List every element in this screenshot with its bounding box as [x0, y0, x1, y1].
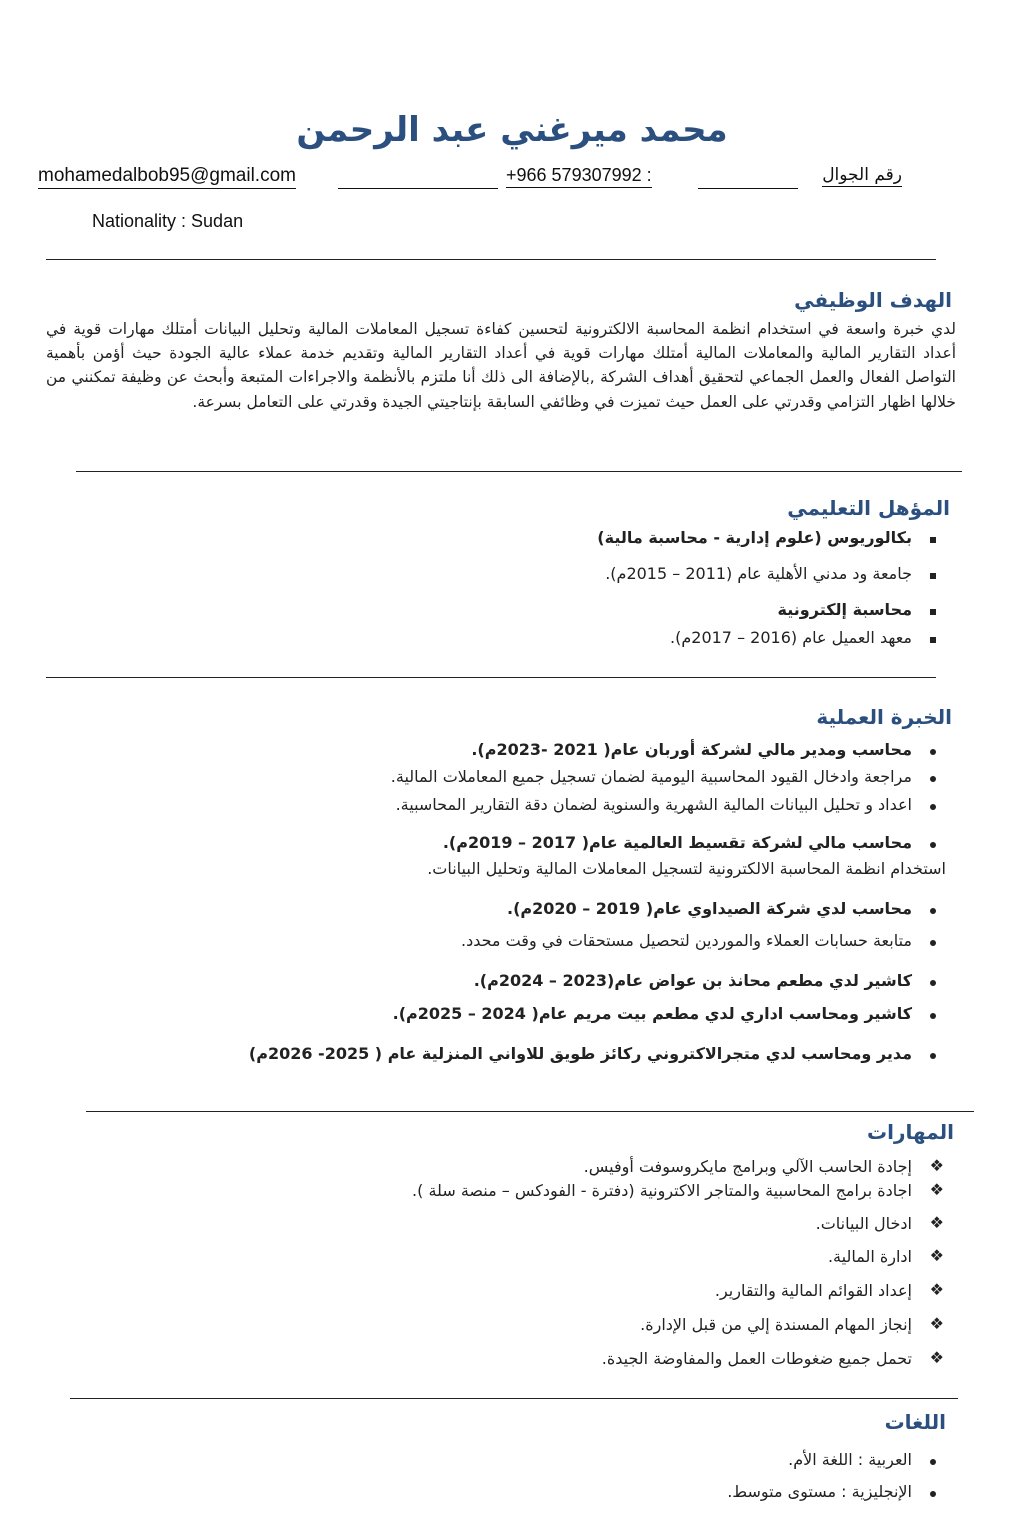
education-degree: بكالوريوس (علوم إدارية - محاسبة مالية) [597, 528, 912, 547]
skills-list [188, 1157, 948, 1373]
list-item [88, 899, 948, 931]
divider [46, 259, 936, 260]
phone-underline [698, 188, 798, 189]
job-duty: متابعة حسابات العملاء والموردين لتحصيل مستحقات في وقت محدد. [460, 931, 912, 950]
list-item [248, 564, 948, 600]
section-title-skills: المهارات [867, 1120, 954, 1144]
skill: ادارة المالية. [827, 1247, 912, 1266]
square-bullet-icon [930, 573, 936, 579]
list-item [88, 971, 948, 1004]
job-title: محاسب لدي شركة الصيداوي عام( 2019 – 2020م). [506, 899, 912, 918]
job-title: كاشير لدي مطعم محانذ بن عواض عام(2023 – 2024م). [473, 971, 912, 990]
job-title: كاشير ومحاسب اداري لدي مطعم بيت مريم عام( 2024 – 2025م). [392, 1004, 912, 1023]
list-item [88, 859, 982, 899]
skill: ادخال البيانات. [815, 1214, 912, 1233]
list-item [88, 740, 948, 767]
bullet-icon [930, 804, 936, 810]
list-item [88, 767, 948, 795]
diamond-bullet-icon: ❖ [929, 1180, 944, 1199]
square-bullet-icon [930, 609, 936, 615]
divider [46, 677, 936, 678]
list-item [448, 1482, 948, 1510]
list-item [188, 1247, 948, 1281]
list-item [88, 833, 948, 859]
list-item [188, 1157, 948, 1181]
bullet-icon [930, 980, 936, 986]
divider [70, 1398, 958, 1399]
list-item [188, 1214, 948, 1247]
mobile-label: رقم الجوال [822, 165, 902, 185]
square-bullet-icon [930, 537, 936, 543]
candidate-name: محمد ميرغني عبد الرحمن [296, 110, 728, 150]
list-item [88, 1004, 948, 1044]
diamond-bullet-icon: ❖ [929, 1246, 944, 1265]
bullet-icon [930, 908, 936, 914]
divider [76, 471, 962, 472]
list-item [188, 1349, 948, 1373]
section-title-objective: الهدف الوظيفي [794, 288, 952, 312]
bullet-icon [930, 940, 936, 946]
list-item [88, 795, 948, 833]
list-item [248, 600, 948, 628]
job-duty: استخدام انظمة المحاسبة الالكترونية لتسجيل المعاملات المالية وتحليل البيانات. [427, 859, 946, 878]
education-course: محاسبة إلكترونية [777, 600, 912, 619]
diamond-bullet-icon: ❖ [929, 1156, 944, 1175]
diamond-bullet-icon: ❖ [929, 1213, 944, 1232]
section-title-education: المؤهل التعليمي [787, 496, 950, 520]
email-underline [338, 188, 498, 189]
objective-text: لدي خبرة واسعة في استخدام انظمة المحاسبة الالكترونية لتحسين كفاءة تسجيل المعاملات المالية وتحليل البيانات أمتلك مهارات قوية في أعداد التقارير المالية والمعاملات المالية أمتلك مهارات قوية في أعداد التقارير المالية وتقديم خدمة عملاء عالية الجودة حيث أؤمن بأهمية التواصل الفعال والعمل الجماعي لتحقيق أهداف الشركة ,بالإضافة الى ذلك أنا ملتزم بالأنظمة والاجراءات المتبعة وأبحث عن وظيفة تمكنني من خلالها اظهار التزامي وقدرتي على العمل حيث تميزت في وظائفي السابقة بإنتاجيتي الجيدة وقدرتي على التعامل بسرعة. [46, 320, 956, 411]
education-institution: جامعة ود مدني الأهلية عام (2011 – 2015م). [605, 564, 912, 583]
diamond-bullet-icon: ❖ [929, 1314, 944, 1333]
job-duty: اعداد و تحليل البيانات المالية الشهرية والسنوية لضمان دقة التقارير المحاسبية. [395, 795, 912, 814]
job-title: محاسب مالي لشركة تقسيط العالمية عام( 2017 – 2019م). [442, 833, 912, 852]
language: الإنجليزية : مستوى متوسط. [727, 1482, 912, 1501]
bullet-icon [930, 1053, 936, 1059]
list-item [448, 1450, 948, 1482]
section-title-languages: اللغات [884, 1410, 946, 1434]
list-item [188, 1181, 948, 1214]
languages-list [448, 1450, 948, 1510]
skill: تحمل جميع ضغوطات العمل والمفاوضة الجيدة. [601, 1349, 912, 1368]
bullet-icon [930, 749, 936, 755]
contact-line [38, 165, 902, 191]
bullet-icon [930, 1491, 936, 1497]
section-title-experience: الخبرة العملية [816, 705, 952, 729]
bullet-icon [930, 1013, 936, 1019]
nationality: Nationality : Sudan [92, 211, 244, 231]
education-list [248, 528, 948, 656]
divider [86, 1111, 974, 1112]
skill: إجادة الحاسب الآلي وبرامج مايكروسوفت أوفيس. [583, 1157, 912, 1176]
list-item [88, 931, 948, 971]
list-item [188, 1281, 948, 1315]
diamond-bullet-icon: ❖ [929, 1280, 944, 1299]
experience-list [88, 740, 948, 1074]
skill: إنجاز المهام المسندة إلي من قبل الإدارة. [640, 1315, 912, 1334]
job-duty: مراجعة وادخال القيود المحاسبية اليومية لضمان تسجيل جميع المعاملات المالية. [390, 767, 912, 786]
job-title: مدير ومحاسب لدي متجرالاكتروني ركائز طويق للاواني المنزلية عام ( 2025- 2026م) [248, 1044, 912, 1063]
list-item [248, 628, 948, 656]
phone-number: +966 579307992 : [506, 165, 652, 188]
skill: اجادة برامج المحاسبية والمتاجر الاكترونية (دفترة - الفودكس – منصة سلة ). [412, 1181, 912, 1200]
language: العربية : اللغة الأم. [788, 1450, 912, 1469]
bullet-icon [930, 1459, 936, 1465]
skill: إعداد القوائم المالية والتقارير. [714, 1281, 912, 1300]
bullet-icon [930, 776, 936, 782]
email-address[interactable]: mohamedalbob95@gmail.com [38, 165, 296, 189]
list-item [88, 1044, 948, 1074]
list-item [248, 528, 948, 564]
list-item [188, 1315, 948, 1349]
diamond-bullet-icon: ❖ [929, 1348, 944, 1367]
education-course-institution: معهد العميل عام (2016 – 2017م). [670, 628, 912, 647]
job-title: محاسب ومدير مالي لشركة أوربان عام( 2021 -2023م). [471, 740, 912, 759]
square-bullet-icon [930, 637, 936, 643]
bullet-icon [930, 842, 936, 848]
